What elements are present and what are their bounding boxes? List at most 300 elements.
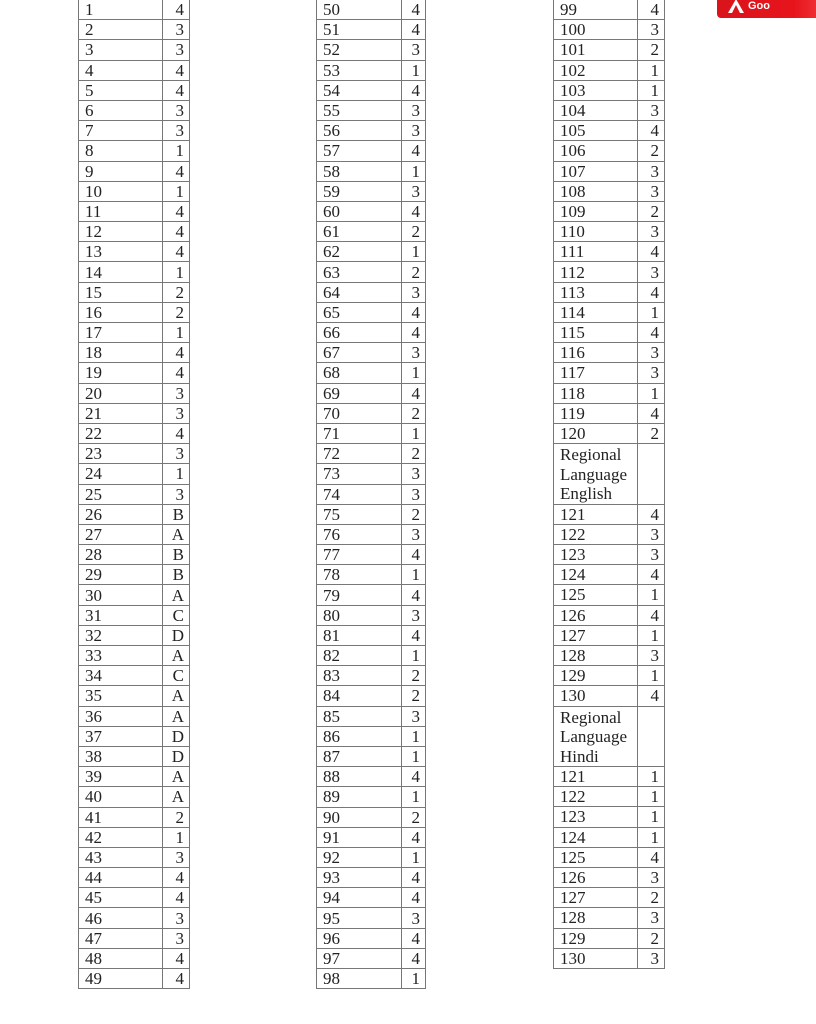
answer-row [554,141,665,161]
question-number: 122 [554,787,638,807]
question-number: 123 [554,807,638,827]
answer-value: A [163,787,190,807]
section-title: Regional Language Hindi [554,706,638,767]
answer-row [317,585,426,605]
answer-row [317,948,426,968]
question-number: 128 [554,645,638,665]
answer-value: 4 [638,504,665,524]
answer-value: 2 [163,302,190,322]
answer-value: 4 [402,625,426,645]
answer-row [317,403,426,423]
answer-row [79,605,190,625]
answer-value: 1 [402,565,426,585]
answer-value: 3 [638,181,665,201]
answer-value: 2 [163,282,190,302]
answer-value: 3 [638,20,665,40]
answer-row [317,282,426,302]
answer-row [317,343,426,363]
answer-value: 4 [402,827,426,847]
answer-value: B [163,565,190,585]
brand-logo-icon [728,0,744,13]
answer-value: 4 [402,545,426,565]
answer-row [317,323,426,343]
answer-row [554,242,665,262]
answer-row [317,565,426,585]
question-number: 89 [317,787,402,807]
answer-value: 2 [402,262,426,282]
answer-row [554,847,665,867]
question-number: 6 [79,100,163,120]
answer-row [317,545,426,565]
answer-value: 1 [163,464,190,484]
answer-value: D [163,726,190,746]
answer-row [554,888,665,908]
answer-value: A [163,767,190,787]
answer-value: 2 [638,40,665,60]
question-number: 82 [317,646,402,666]
answer-row [79,302,190,322]
answer-row [317,746,426,766]
answer-value: 1 [402,746,426,766]
question-number: 57 [317,141,402,161]
answer-value: 4 [163,242,190,262]
answer-row [317,242,426,262]
question-number: 72 [317,444,402,464]
answer-row [79,40,190,60]
answer-row [554,585,665,605]
question-number: 60 [317,201,402,221]
question-number: 38 [79,746,163,766]
question-number: 75 [317,504,402,524]
question-number: 114 [554,302,638,322]
question-number: 46 [79,908,163,928]
question-number: 77 [317,545,402,565]
question-number: 107 [554,161,638,181]
question-number: 119 [554,403,638,423]
answer-value: 4 [402,0,426,20]
question-number: 50 [317,0,402,20]
answer-row [79,888,190,908]
answer-value: 1 [163,181,190,201]
answer-row [79,706,190,726]
answer-value: 1 [638,80,665,100]
answer-row [79,141,190,161]
question-number: 61 [317,222,402,242]
answer-value: D [163,625,190,645]
question-number: 108 [554,181,638,201]
question-number: 68 [317,363,402,383]
question-number: 94 [317,888,402,908]
question-number: 1 [79,0,163,20]
answer-row [554,201,665,221]
answer-value: B [163,504,190,524]
answer-value: 1 [402,726,426,746]
question-number: 124 [554,827,638,847]
answer-value [638,444,665,505]
question-number: 86 [317,726,402,746]
answer-key-table-1 [78,0,190,989]
answer-row [317,181,426,201]
answer-row [317,464,426,484]
answer-value: 3 [163,847,190,867]
answer-row [554,423,665,443]
question-number: 14 [79,262,163,282]
question-number: 126 [554,605,638,625]
question-number: 105 [554,121,638,141]
answer-value: 3 [402,464,426,484]
question-number: 34 [79,666,163,686]
question-number: 33 [79,646,163,666]
answer-row [79,524,190,544]
question-number: 111 [554,242,638,262]
answer-row [554,686,665,706]
answer-value: 2 [402,807,426,827]
answer-row [317,100,426,120]
answer-row [79,847,190,867]
answer-row [554,20,665,40]
answer-row [554,363,665,383]
question-number: 123 [554,545,638,565]
answer-value: 4 [402,383,426,403]
answer-value: 3 [638,545,665,565]
question-number: 31 [79,605,163,625]
question-number: 130 [554,686,638,706]
answer-value: 3 [163,40,190,60]
answer-value: 4 [638,847,665,867]
section-title: Regional Language English [554,444,638,505]
question-number: 81 [317,625,402,645]
answer-row [317,807,426,827]
question-number: 125 [554,847,638,867]
answer-value: 4 [638,323,665,343]
question-number: 87 [317,746,402,766]
answer-value: 4 [638,605,665,625]
answer-row [554,545,665,565]
question-number: 43 [79,847,163,867]
answer-row [317,908,426,928]
answer-value: 1 [638,666,665,686]
answer-value: 1 [638,827,665,847]
answer-key-table-3 [553,0,665,969]
question-number: 116 [554,343,638,363]
answer-value: 4 [638,403,665,423]
answer-row [317,423,426,443]
answer-value: 4 [163,201,190,221]
question-number: 26 [79,504,163,524]
answer-row [554,625,665,645]
answer-value: 3 [638,867,665,887]
answer-row [79,20,190,40]
answer-value: 3 [402,40,426,60]
answer-row [554,383,665,403]
question-number: 10 [79,181,163,201]
question-number: 19 [79,363,163,383]
answer-row [79,0,190,20]
question-number: 29 [79,565,163,585]
question-number: 22 [79,423,163,443]
answer-value: 4 [163,343,190,363]
question-number: 55 [317,100,402,120]
question-number: 128 [554,908,638,928]
answer-value: 4 [402,141,426,161]
answer-value: 4 [638,686,665,706]
brand-badge-text: Goo [748,0,770,12]
answer-value: 3 [638,363,665,383]
answer-value: 1 [638,625,665,645]
question-number: 73 [317,464,402,484]
answer-row [554,121,665,141]
question-number: 20 [79,383,163,403]
answer-value: 1 [402,161,426,181]
question-number: 32 [79,625,163,645]
answer-row [79,242,190,262]
answer-row [79,565,190,585]
answer-row [554,403,665,423]
answer-row [554,262,665,282]
answer-row [79,343,190,363]
answer-row [554,181,665,201]
answer-value: 1 [402,847,426,867]
answer-value: 3 [638,100,665,120]
answer-row [317,363,426,383]
answer-row [554,928,665,948]
question-number: 76 [317,524,402,544]
answer-row [317,666,426,686]
answer-value: 2 [402,444,426,464]
question-number: 5 [79,80,163,100]
question-number: 118 [554,383,638,403]
answer-value: 3 [638,161,665,181]
answer-row [79,100,190,120]
question-number: 125 [554,585,638,605]
answer-value: 1 [638,585,665,605]
question-number: 47 [79,928,163,948]
question-number: 65 [317,302,402,322]
question-number: 112 [554,262,638,282]
question-number: 83 [317,666,402,686]
question-number: 40 [79,787,163,807]
answer-value: 3 [638,645,665,665]
question-number: 124 [554,565,638,585]
answer-row [317,625,426,645]
question-number: 90 [317,807,402,827]
answer-value: 1 [402,423,426,443]
answer-row [317,868,426,888]
answer-value: 1 [638,383,665,403]
answer-value: 3 [163,383,190,403]
answer-value: C [163,666,190,686]
answer-row [317,80,426,100]
answer-value: 3 [638,262,665,282]
answer-row [554,80,665,100]
answer-row [554,565,665,585]
question-number: 18 [79,343,163,363]
answer-value: 2 [638,888,665,908]
question-number: 16 [79,302,163,322]
answer-row [317,161,426,181]
answer-value: 1 [402,969,426,989]
question-number: 69 [317,383,402,403]
answer-value: 4 [402,767,426,787]
answer-row [317,141,426,161]
answer-row [317,262,426,282]
answer-row [554,323,665,343]
question-number: 79 [317,585,402,605]
question-number: 7 [79,121,163,141]
answer-row [79,444,190,464]
answer-row [79,504,190,524]
answer-value: 4 [402,323,426,343]
question-number: 78 [317,565,402,585]
answer-row [79,383,190,403]
question-number: 24 [79,464,163,484]
answer-value: 2 [402,666,426,686]
answer-row [79,666,190,686]
answer-value: 4 [402,888,426,908]
answer-row [317,847,426,867]
answer-row [554,867,665,887]
answer-value: 4 [163,969,190,989]
answer-value: 3 [402,282,426,302]
question-number: 21 [79,403,163,423]
question-number: 80 [317,605,402,625]
answer-value: 1 [638,302,665,322]
answer-value: 4 [638,121,665,141]
answer-value: A [163,585,190,605]
question-number: 93 [317,868,402,888]
question-number: 25 [79,484,163,504]
answer-row [79,181,190,201]
answer-value: 2 [402,504,426,524]
question-number: 71 [317,423,402,443]
answer-row [79,121,190,141]
question-number: 106 [554,141,638,161]
answer-value [638,706,665,767]
answer-value: B [163,545,190,565]
answer-value: 1 [163,262,190,282]
question-number: 102 [554,60,638,80]
answer-row [554,161,665,181]
answer-value: 4 [638,565,665,585]
answer-row [554,948,665,968]
question-number: 117 [554,363,638,383]
answer-row [79,767,190,787]
answer-value: 4 [402,20,426,40]
answer-row [317,524,426,544]
question-number: 67 [317,343,402,363]
answer-row [317,767,426,787]
answer-value: 3 [163,121,190,141]
answer-row [79,908,190,928]
answer-value: 4 [163,423,190,443]
answer-row [79,746,190,766]
answer-value: 3 [402,100,426,120]
answer-value: 1 [402,60,426,80]
answer-value: 3 [163,444,190,464]
question-number: 100 [554,20,638,40]
answer-row [554,787,665,807]
answer-row [79,625,190,645]
question-number: 56 [317,121,402,141]
answer-row [317,504,426,524]
question-number: 41 [79,807,163,827]
answer-value: 2 [638,928,665,948]
answer-value: 2 [163,807,190,827]
answer-row [554,504,665,524]
question-number: 74 [317,484,402,504]
answer-value: 4 [638,242,665,262]
question-number: 127 [554,625,638,645]
answer-row [554,605,665,625]
question-number: 12 [79,222,163,242]
question-number: 110 [554,222,638,242]
answer-key-table-2 [316,0,426,989]
question-number: 51 [317,20,402,40]
answer-value: 3 [638,948,665,968]
answer-value: 2 [638,141,665,161]
answer-row [79,403,190,423]
answer-row [79,363,190,383]
answer-row [79,80,190,100]
answer-row [317,787,426,807]
answer-value: 3 [402,484,426,504]
answer-value: 4 [163,948,190,968]
answer-value: 3 [402,605,426,625]
answer-row [79,868,190,888]
answer-value: 2 [402,222,426,242]
answer-row [554,645,665,665]
question-number: 122 [554,524,638,544]
answer-row [317,726,426,746]
question-number: 8 [79,141,163,161]
answer-value: 2 [638,201,665,221]
question-number: 4 [79,60,163,80]
answer-row [554,524,665,544]
question-number: 27 [79,524,163,544]
answer-row [317,121,426,141]
answer-value: 4 [402,302,426,322]
answer-row [79,726,190,746]
question-number: 84 [317,686,402,706]
answer-value: 4 [163,222,190,242]
answer-row [554,282,665,302]
question-number: 113 [554,282,638,302]
answer-value: 3 [163,100,190,120]
answer-row [554,666,665,686]
question-number: 99 [554,0,638,20]
answer-value: A [163,706,190,726]
question-number: 88 [317,767,402,787]
answer-row [554,40,665,60]
answer-value: 4 [163,0,190,20]
answer-value: 4 [163,888,190,908]
question-number: 37 [79,726,163,746]
answer-value: C [163,605,190,625]
question-number: 120 [554,423,638,443]
answer-row [317,484,426,504]
brand-badge[interactable] [717,0,816,18]
answer-row [554,767,665,787]
answer-row [79,262,190,282]
answer-value: 1 [638,807,665,827]
question-number: 121 [554,504,638,524]
question-number: 95 [317,908,402,928]
question-number: 129 [554,666,638,686]
answer-row [79,948,190,968]
answer-value: 4 [402,868,426,888]
answer-row [79,201,190,221]
answer-row [554,807,665,827]
